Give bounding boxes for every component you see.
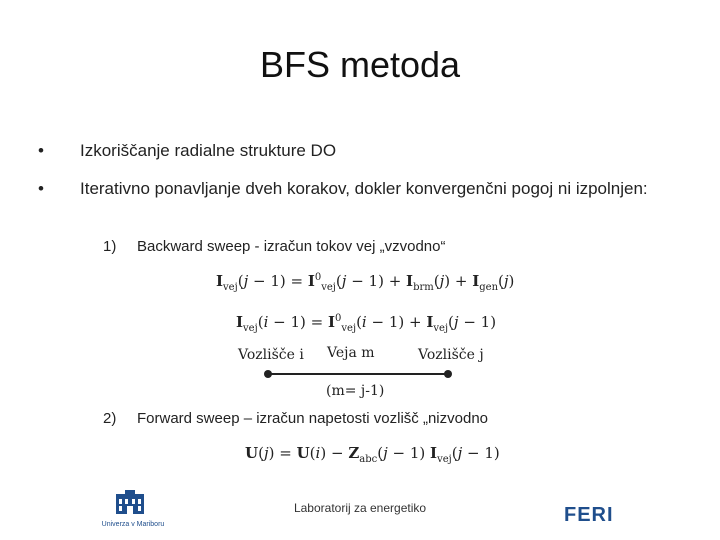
node-i-label: Vozlišče i bbox=[238, 347, 304, 363]
equation-node-voltage: $U(j) = U(i) - Z_{abc}(j - 1) I_{vej}(j - 1)$ bbox=[245, 444, 500, 465]
node-i-dot bbox=[264, 370, 272, 378]
feri-logo bbox=[562, 500, 640, 528]
bullet-item bbox=[38, 136, 688, 166]
university-logo-text: Univerza v Mariboru bbox=[101, 521, 165, 528]
bullet-dot: • bbox=[38, 179, 44, 198]
feri-logo-text: FERI bbox=[564, 504, 614, 526]
university-logo bbox=[94, 490, 172, 532]
branch-label: Veja m bbox=[327, 345, 375, 361]
bullet-item bbox=[38, 174, 690, 204]
branch-line bbox=[268, 373, 448, 375]
bullet-text: Izkoriščanje radialne strukture DO bbox=[80, 141, 337, 160]
equation-branch-current-i: $I_{vej}(i - 1) = I^0_{vej}(i - 1) + I_{vej}(j - 1)$ bbox=[236, 313, 497, 334]
slide-title: BFS metoda bbox=[259, 44, 461, 85]
step-text: Forward sweep – izračun napetosti vozlišč „nizvodno bbox=[137, 410, 488, 427]
step-number: 2) bbox=[103, 410, 117, 427]
equation-branch-current: $I_{vej}(j - 1) = I^0_{vej}(j - 1) + I_{brm}(j) + I_{gen}(j)$ bbox=[216, 272, 515, 293]
node-j-dot bbox=[444, 370, 452, 378]
node-j-label: Vozlišče j bbox=[418, 347, 484, 363]
step-text: Backward sweep - izračun tokov vej „vzvodno“ bbox=[137, 238, 446, 255]
bullet-text: Iterativno ponavljanje dveh korakov, dokler konvergenčni pogoj ni izpolnjen: bbox=[80, 179, 648, 198]
footer-label: Laboratorij za energetiko bbox=[293, 501, 427, 515]
bullet-list bbox=[38, 136, 688, 212]
branch-relation: (m= j-1) bbox=[326, 383, 385, 399]
step-number: 1) bbox=[103, 238, 117, 255]
bullet-dot: • bbox=[38, 141, 44, 160]
